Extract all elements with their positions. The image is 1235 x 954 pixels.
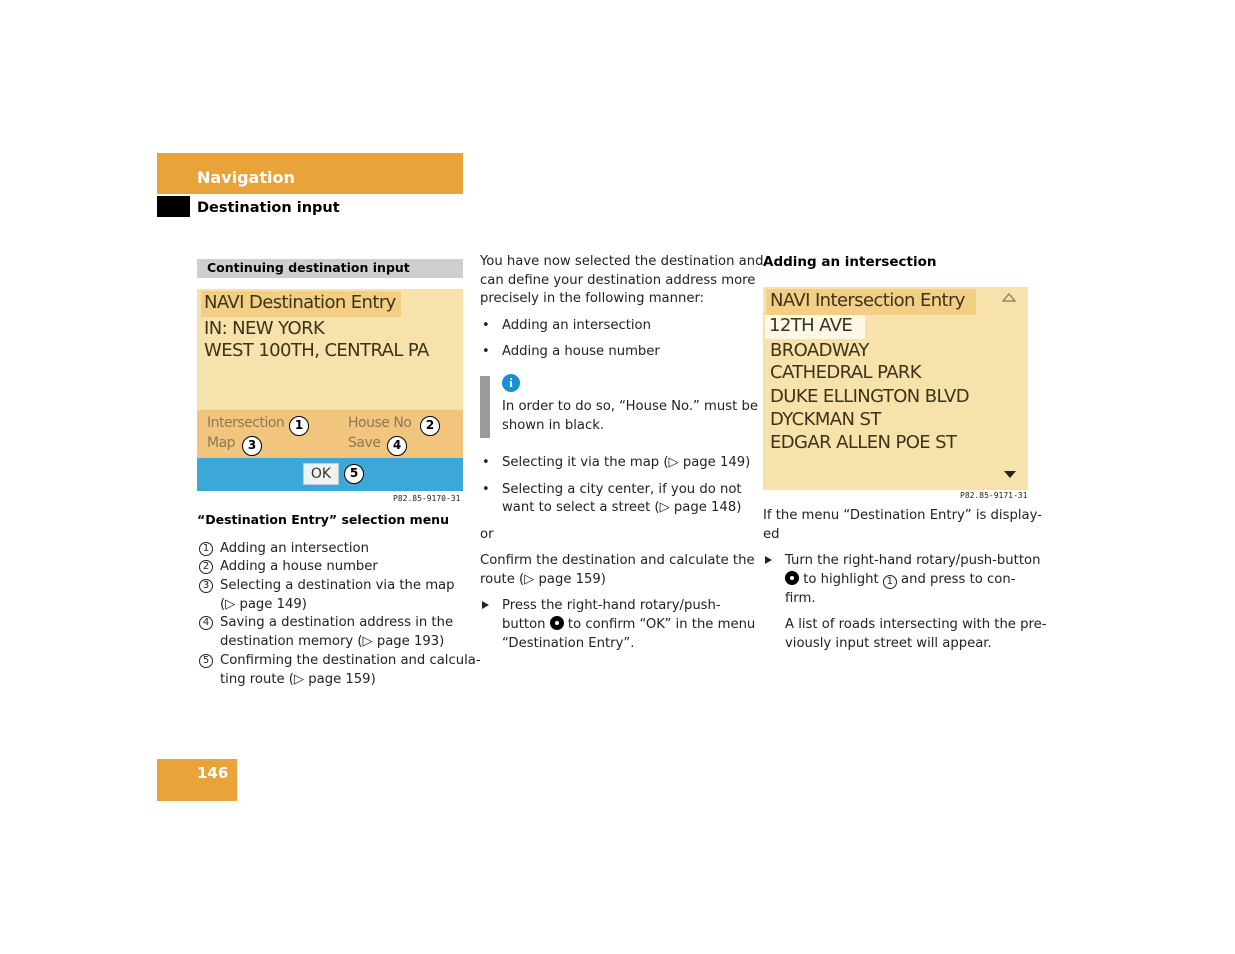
subsection-title: Destination input	[197, 200, 340, 216]
destination-entry-screen	[197, 289, 463, 491]
callout-2: 2	[420, 416, 440, 436]
step-text-part: and press to con-	[901, 572, 1016, 587]
intro-text: You have now selected the destination and	[480, 254, 764, 269]
list-number: 2	[199, 560, 213, 574]
confirm-text: Confirm the destination and calculate the	[480, 553, 755, 568]
figure-code: P82.85-9171-31	[960, 491, 1028, 500]
bullet-item: Adding a house number	[502, 344, 660, 359]
screen-line-street: WEST 100TH, CENTRAL PA	[204, 340, 429, 361]
subheading: Adding an intersection	[763, 254, 937, 270]
intersection-entry-screen	[763, 287, 1028, 490]
list-item-cont: (▷ page 149)	[220, 597, 307, 612]
screen-title: NAVI Intersection Entry	[770, 290, 965, 311]
bullet-dot: •	[482, 344, 490, 359]
step-text	[502, 615, 755, 634]
bullet-item: Adding an intersection	[502, 318, 651, 333]
figure-code: P82.85-9170-31	[393, 494, 461, 503]
callout-1: 1	[289, 416, 309, 436]
confirm-text: route (▷ page 159)	[480, 572, 606, 587]
intro-text: precisely in the following manner:	[480, 291, 705, 306]
step-text: Turn the right-hand rotary/push-button	[785, 553, 1041, 568]
list-item: Saving a destination address in the	[220, 615, 454, 630]
subsection-marker	[157, 196, 190, 217]
screen-line-city: IN: NEW YORK	[204, 318, 325, 339]
bullet-item: Selecting a city center, if you do not	[502, 482, 742, 497]
callout-5: 5	[344, 464, 364, 484]
callout-3: 3	[242, 436, 262, 456]
list-item: Adding a house number	[220, 559, 378, 574]
info-icon: i	[502, 374, 520, 392]
figure-caption: “Destination Entry” selection menu	[197, 512, 449, 527]
bullet-item-cont: want to select a street (▷ page 148)	[502, 500, 742, 515]
selected-street: 12TH AVE	[769, 315, 853, 336]
info-text: In order to do so, “House No.” must be	[502, 399, 758, 414]
intro-text: can define your destination address more	[480, 273, 756, 288]
step-text: Press the right-hand rotary/push-	[502, 598, 721, 613]
street-item: BROADWAY	[770, 340, 869, 361]
option-save: Save	[348, 435, 381, 451]
option-intersection: Intersection	[207, 415, 285, 431]
list-number: 4	[199, 616, 213, 630]
step-text-part: to highlight	[803, 572, 879, 587]
bullet-dot: •	[482, 455, 490, 470]
list-number: 5	[199, 654, 213, 668]
street-item: DUKE ELLINGTON BLVD	[770, 386, 969, 407]
list-item-cont: ting route (▷ page 159)	[220, 672, 376, 687]
step-arrow-icon	[765, 556, 772, 564]
step-text: “Destination Entry”.	[502, 636, 635, 651]
street-item: CATHEDRAL PARK	[770, 362, 922, 383]
callout-ref: 1	[883, 575, 897, 589]
result-text: A list of roads intersecting with the pre-	[785, 617, 1047, 632]
step-text-part: button	[502, 617, 546, 632]
info-bar	[480, 376, 490, 438]
ok-button: OK	[303, 463, 339, 485]
section-title: Navigation	[197, 168, 295, 187]
info-text: shown in black.	[502, 418, 605, 433]
list-item: Confirming the destination and calcula-	[220, 653, 481, 668]
body-text: ed	[763, 527, 780, 542]
list-item: Selecting a destination via the map	[220, 578, 455, 593]
option-house-no: House No	[348, 415, 412, 431]
scroll-down-icon	[1003, 469, 1017, 479]
list-item-cont: destination memory (▷ page 193)	[220, 634, 445, 649]
step-arrow-icon	[482, 601, 489, 609]
body-text: If the menu “Destination Entry” is display-	[763, 508, 1042, 523]
section-bar-title: Continuing destination input	[207, 260, 410, 275]
bullet-dot: •	[482, 482, 490, 497]
list-number: 3	[199, 579, 213, 593]
option-map: Map	[207, 435, 236, 451]
scroll-up-icon	[1002, 293, 1016, 303]
or-text: or	[480, 527, 494, 542]
rotary-knob-icon	[550, 616, 564, 630]
screen-title: NAVI Destination Entry	[204, 292, 396, 313]
page-number: 146	[197, 764, 229, 782]
step-text: firm.	[785, 591, 816, 606]
street-item: DYCKMAN ST	[770, 409, 881, 430]
street-item: EDGAR ALLEN POE ST	[770, 432, 957, 453]
list-number: 1	[199, 542, 213, 556]
bullet-dot: •	[482, 318, 490, 333]
step-text	[785, 570, 1015, 589]
bullet-item: Selecting it via the map (▷ page 149)	[502, 455, 751, 470]
step-text-part: to confirm “OK” in the menu	[567, 617, 756, 632]
rotary-knob-icon	[785, 571, 799, 585]
list-item: Adding an intersection	[220, 541, 369, 556]
result-text: viously input street will appear.	[785, 636, 992, 651]
callout-4: 4	[387, 436, 407, 456]
